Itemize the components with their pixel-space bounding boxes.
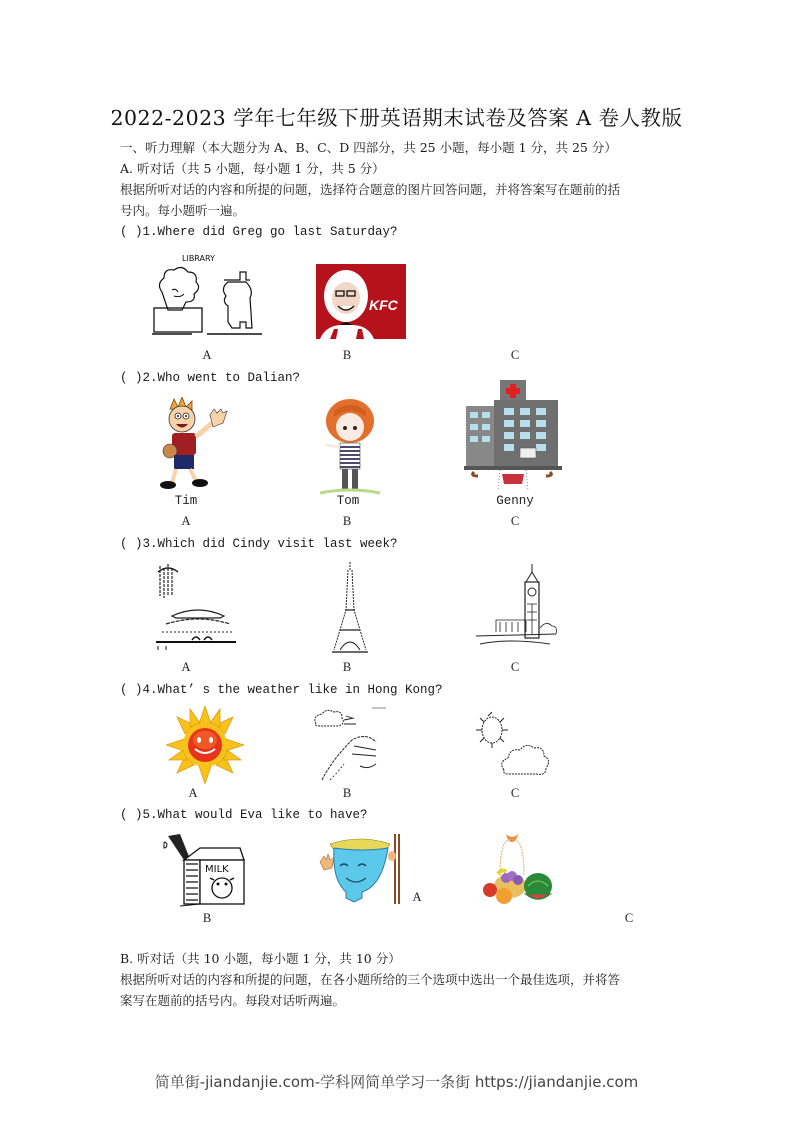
q5-option-c-label: C: [624, 911, 634, 925]
girl-striped-shirt-image: [320, 397, 380, 495]
q2-option-c-name: Genny: [496, 494, 534, 508]
q2-option-b-name: Tom: [336, 494, 360, 508]
eiffel-tower-image: [330, 560, 370, 653]
part-a-heading: A. 听对话（共 5 小题，每小题 1 分，共 5 分）: [120, 161, 385, 176]
sun-and-cloud-image: [474, 708, 554, 786]
library-cartoon-image: [152, 252, 267, 342]
part-a-instruction-line2: 号内。每小题听一遍。: [120, 203, 246, 218]
q4-option-b-label: B: [342, 786, 352, 800]
q1-option-b-label: B: [342, 348, 352, 362]
milk-carton-image: [160, 832, 250, 908]
question-1-text: ( )1.Where did Greg go last Saturday?: [120, 225, 398, 239]
q3-option-a-label: A: [181, 660, 191, 674]
library-sign-text: LIBRARY: [182, 254, 215, 263]
sun-smiling-image: [166, 706, 244, 784]
q5-option-b-label: B: [202, 911, 212, 925]
question-2-text: ( )2.Who went to Dalian?: [120, 371, 301, 385]
q1-option-a-label: A: [202, 348, 212, 362]
tiananmen-image: [152, 560, 242, 650]
q2-option-c-label: C: [510, 514, 520, 528]
q2-option-a-name: Tim: [174, 494, 198, 508]
footer-watermark: 简单街-jiandanjie.com-学科网简单学习一条街 https://jiandanjie.com: [154, 1073, 639, 1091]
kfc-logo-image: [316, 264, 406, 339]
q4-option-a-label: A: [188, 786, 198, 800]
milk-carton-label: MILK: [205, 864, 229, 875]
q5-option-a-label: A: [412, 890, 422, 904]
fruit-basket-image: [476, 828, 560, 908]
question-3-text: ( )3.Which did Cindy visit last week?: [120, 537, 398, 551]
hospital-building-image: [464, 378, 562, 498]
boy-waving-image: [160, 397, 230, 492]
q1-option-c-label: C: [510, 348, 520, 362]
question-4-text: ( )4.What’ s the weather like in Hong Kong?: [120, 683, 443, 697]
windy-weather-image: [310, 706, 390, 786]
q2-option-b-label: B: [342, 514, 352, 528]
part-a-instruction-line1: 根据所听对话的内容和所提的问题，选择符合题意的图片回答问题，并将答案写在题前的括: [120, 182, 621, 197]
part-b-instruction-line2: 案写在题前的括号内。每段对话听两遍。: [120, 993, 346, 1008]
question-5-text: ( )5.What would Eva like to have?: [120, 808, 368, 822]
document-title: 2022-2023 学年七年级下册英语期末试卷及答案 A 卷人教版: [110, 106, 683, 130]
q2-option-a-label: A: [181, 514, 191, 528]
noodle-bowl-image: [316, 832, 408, 908]
part-b-instruction-line1: 根据所听对话的内容和所提的问题，在各小题所给的三个选项中选出一个最佳选项，并将答: [120, 972, 621, 987]
q3-option-b-label: B: [342, 660, 352, 674]
kfc-logo-text: KFC: [369, 297, 398, 313]
part-b-heading: B. 听对话（共 10 小题，每小题 1 分，共 10 分）: [120, 951, 401, 966]
q3-option-c-label: C: [510, 660, 520, 674]
big-ben-image: [474, 562, 564, 652]
section-heading-listening: 一、听力理解（本大题分为 A、B、C、D 四部分，共 25 小题，每小题 1 分，共 25 分）: [120, 140, 617, 155]
q4-option-c-label: C: [510, 786, 520, 800]
